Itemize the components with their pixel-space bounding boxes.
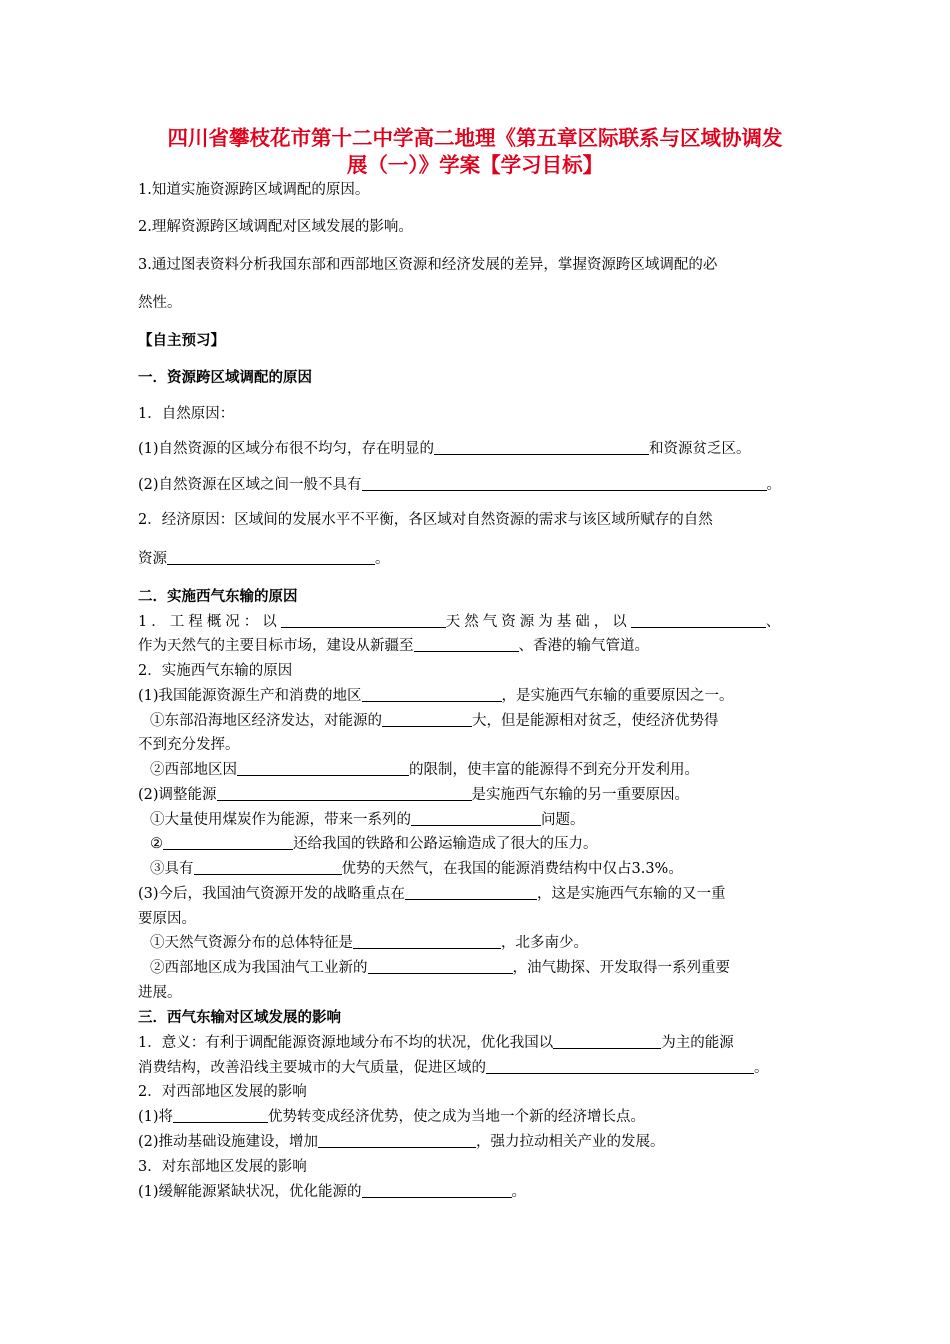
blank[interactable]	[414, 637, 519, 652]
s2-line-6: 不到充分发挥。	[138, 737, 240, 753]
document-title	[120, 125, 830, 179]
blank[interactable]	[486, 1059, 754, 1074]
s2-line-3: 2．实施西气东输的原因	[138, 663, 293, 679]
title-line-1: 四川省攀枝花市第十二中学高二地理《第五章区际联系与区域协调发	[167, 126, 783, 150]
s2-line-4: (1)我国能源资源生产和消费的地区 ，是实施西气东输的重要原因之一。	[138, 688, 734, 704]
s3-line-2: 消费结构，改善沿线主要城市的大气质量，促进区域的 。	[138, 1060, 769, 1076]
blank[interactable]	[405, 885, 537, 900]
blank[interactable]	[362, 687, 502, 702]
s2-line-1: 1．工程概况：以 天然气资源为基础，以 、	[138, 614, 781, 630]
s2-line-5: ①东部沿海地区经济发达，对能源的 大，但是能源相对贫乏，使经济优势得	[150, 713, 719, 729]
blank[interactable]	[318, 1133, 476, 1148]
preview-heading: 【自主预习】	[138, 333, 225, 349]
s1-economic-reason: 2．经济原因：区域间的发展水平不平衡，各区域对自然资源的需求与该区域所赋存的自然	[138, 512, 713, 528]
s3-line-6: 3．对东部地区发展的影响	[138, 1159, 307, 1175]
s3-line-3: 2．对西部地区发展的影响	[138, 1084, 307, 1100]
blank[interactable]	[163, 835, 293, 850]
objective-1: 1.知道实施资源跨区域调配的原因。	[138, 182, 370, 198]
s1-item-1: (1)自然资源的区域分布很不均匀，存在明显的 和资源贫乏区。	[138, 441, 751, 457]
s2-line-2: 作为天然气的主要目标市场，建设从新疆至 、香港的输气管道。	[138, 638, 649, 654]
objective-3: 3.通过图表资料分析我国东部和西部地区资源和经济发展的差异，掌握资源跨区域调配的必	[138, 257, 718, 273]
s2-line-16: 进展。	[138, 985, 182, 1001]
section-2-heading: 二．实施西气东输的原因	[138, 589, 298, 605]
s3-line-7: (1)缓解能源紧缺状况，优化能源的 。	[138, 1184, 527, 1200]
blank[interactable]	[281, 613, 446, 628]
s1-item-2: (2)自然资源在区域之间一般不具有 。	[138, 477, 782, 493]
s3-line-4: (1)将 优势转变成经济优势，使之成为当地一个新的经济增长点。	[138, 1109, 646, 1125]
blank[interactable]	[237, 761, 409, 776]
s2-line-14: ①天然气资源分布的总体特征是 ，北多南少。	[150, 935, 588, 951]
blank[interactable]	[362, 476, 767, 491]
blank[interactable]	[353, 934, 501, 949]
s2-line-9: ①大量使用煤炭作为能源，带来一系列的 问题。	[150, 812, 585, 828]
s3-line-1: 1．意义：有利于调配能源资源地域分布不均的状况，优化我国以 为主的能源	[138, 1035, 734, 1051]
blank[interactable]	[167, 550, 375, 565]
blank[interactable]	[382, 712, 472, 727]
blank[interactable]	[217, 786, 472, 801]
s2-line-7: ②西部地区因 的限制，使丰富的能源得不到充分开发利用。	[150, 762, 699, 778]
s2-line-8: (2)调整能源 是实施西气东输的另一重要原因。	[138, 787, 690, 803]
blank[interactable]	[434, 440, 649, 455]
s1-natural-reason: 1．自然原因：	[138, 406, 235, 422]
s2-line-15: ②西部地区成为我国油气工业新的 ，油气勘探、开发取得一系列重要	[150, 960, 730, 976]
blank[interactable]	[553, 1034, 661, 1049]
blank[interactable]	[368, 959, 513, 974]
section-1-heading: 一．资源跨区域调配的原因	[138, 370, 312, 386]
s2-line-10: ② 还给我国的铁路和公路运输造成了很大的压力。	[150, 836, 598, 852]
section-3-heading: 三．西气东输对区域发展的影响	[138, 1010, 341, 1026]
blank[interactable]	[631, 613, 766, 628]
s1-economic-reason-cont: 资源 。	[138, 551, 390, 567]
blank[interactable]	[173, 1108, 268, 1123]
objective-3-cont: 然性。	[138, 295, 182, 311]
objective-2: 2.理解资源跨区域调配对区域发展的影响。	[138, 219, 413, 235]
title-line-2: 展（一）》学案【学习目标】	[346, 153, 604, 177]
s2-line-12: (3)今后，我国油气资源开发的战略重点在 ，这是实施西气东输的又一重	[138, 886, 726, 902]
s2-line-13: 要原因。	[138, 911, 196, 927]
blank[interactable]	[362, 1183, 512, 1198]
s2-line-11: ③具有 优势的天然气，在我国的能源消费结构中仅占3.3%。	[150, 861, 683, 877]
blank[interactable]	[411, 811, 541, 826]
blank[interactable]	[194, 860, 342, 875]
s3-line-5: (2)推动基础设施建设，增加 ，强力拉动相关产业的发展。	[138, 1134, 665, 1150]
